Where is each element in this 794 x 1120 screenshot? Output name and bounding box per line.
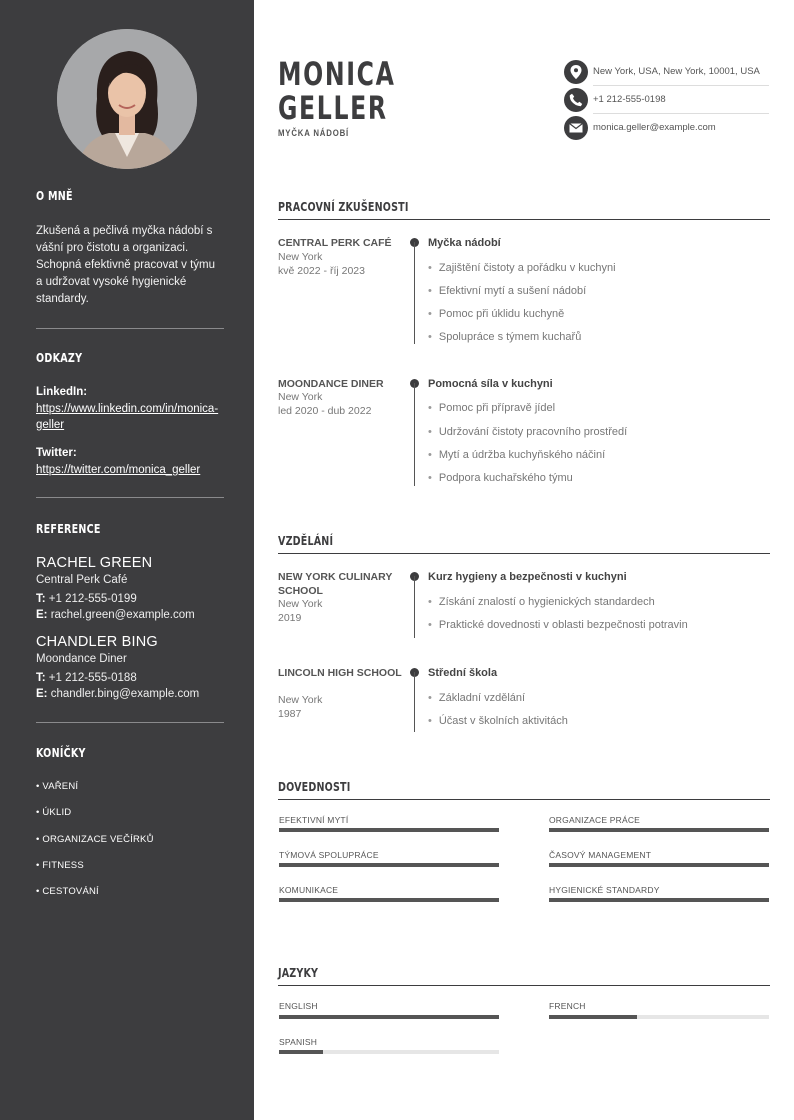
section-rule [278, 553, 770, 554]
about-text: Zkušená a pečlivá myčka nádobí s vášní pro čistotu a organizaci. Schopná efektivně pracovat v týmu a udržovat vysoké hygienické standardy. [36, 225, 215, 305]
graduation-year: 2019 [278, 612, 302, 624]
skill-bar [279, 863, 499, 867]
language-label: ENGLISH [279, 1001, 318, 1011]
graduation-year: 1987 [278, 708, 302, 720]
degree-title: Kurz hygieny a bezpečnosti v kuchyni [428, 571, 627, 583]
job-duty: • Efektivní mytí a sušení nádobí [428, 285, 586, 297]
reference-email [36, 688, 199, 700]
languages-heading: JAZYKY [278, 965, 319, 980]
language-bar-fill [279, 1050, 323, 1054]
reference-email [36, 609, 195, 621]
education-detail: • Základní vzdělání [428, 692, 525, 704]
divider [36, 497, 224, 498]
last-name: GELLER [278, 89, 388, 127]
language-bar-fill [279, 1015, 499, 1019]
email-label: E: [36, 609, 48, 621]
skill-bar-fill [279, 828, 499, 832]
school-location: New York [278, 598, 323, 610]
location-icon [564, 60, 588, 84]
first-name: MONICA [278, 55, 396, 93]
job-duty: • Pomoc při úklidu kuchyně [428, 308, 564, 320]
divider [36, 328, 224, 329]
job-duty: • Mytí a údržba kuchyňského náčiní [428, 449, 605, 461]
section-rule [278, 985, 770, 986]
contact-phone: +1 212-555-0198 [593, 94, 666, 105]
skill-bar-fill [549, 863, 769, 867]
hobby-item: • CESTOVÁNÍ [36, 886, 99, 897]
language-bar [549, 1015, 769, 1019]
timeline-line [414, 383, 415, 486]
section-rule [278, 219, 770, 220]
language-bar [279, 1015, 499, 1019]
hobby-item: • FITNESS [36, 860, 84, 871]
skills-heading: DOVEDNOSTI [278, 779, 351, 794]
education-heading: VZDĚLÁNÍ [278, 533, 334, 548]
employer-name: CENTRAL PERK CAFÉ [278, 237, 392, 249]
skill-label: ČASOVÝ MANAGEMENT [549, 850, 652, 860]
language-bar [279, 1050, 499, 1054]
job-duty: • Udržování čistoty pracovního prostředí [428, 426, 627, 438]
timeline-line [414, 242, 415, 344]
profile-photo [57, 29, 197, 169]
employer-location: New York [278, 391, 323, 403]
employer-name: MOONDANCE DINER [278, 378, 384, 390]
links-heading: ODKAZY [36, 350, 83, 365]
section-rule [278, 799, 770, 800]
job-duty: • Podpora kuchařského týmu [428, 472, 573, 484]
reference-email-value: rachel.green@example.com [50, 609, 195, 621]
reference-phone [36, 593, 137, 605]
twitter-link[interactable]: https://twitter.com/monica_geller [36, 464, 201, 476]
skill-bar [279, 898, 499, 902]
hobby-item: • VAŘENÍ [36, 781, 79, 792]
education-detail: • Účast v školních aktivitách [428, 715, 568, 727]
sidebar [0, 0, 254, 1120]
reference-phone [36, 672, 137, 684]
reference-company: Central Perk Café [36, 574, 128, 586]
reference-email-value: chandler.bing@example.com [50, 688, 200, 700]
twitter-label: Twitter: [36, 447, 77, 459]
about-heading: O MNĚ [36, 188, 73, 203]
phone-label: T: [36, 593, 46, 605]
school-name: LINCOLN HIGH SCHOOL [278, 667, 402, 679]
contact-email: monica.geller@example.com [593, 122, 716, 133]
skill-bar [549, 828, 769, 832]
school-name: NEW YORK CULINARY SCHOOL [278, 571, 393, 597]
job-role: Pomocná síla v kuchyni [428, 378, 553, 390]
skill-bar-fill [279, 898, 499, 902]
skill-label: ORGANIZACE PRÁCE [549, 815, 641, 825]
reference-name: RACHEL GREEN [36, 555, 153, 571]
job-duty: • Zajištění čistoty a pořádku v kuchyni [428, 262, 616, 274]
skill-bar-fill [549, 828, 769, 832]
skill-bar [549, 898, 769, 902]
linkedin-label: LinkedIn: [36, 386, 88, 398]
contact-address: New York, USA, New York, 10001, USA [593, 66, 760, 77]
education-detail: • Praktické dovednosti v oblasti bezpečnosti potravin [428, 619, 688, 631]
divider [593, 85, 769, 86]
job-duty: • Pomoc při přípravě jídel [428, 402, 555, 414]
job-title: MYČKA NÁDOBÍ [278, 128, 350, 139]
skill-label: EFEKTIVNÍ MYTÍ [279, 815, 349, 825]
hobby-item: • ÚKLID [36, 807, 72, 818]
references-heading: REFERENCE [36, 521, 101, 536]
hobby-item: • ORGANIZACE VEČÍRKŮ [36, 834, 154, 845]
education-detail: • Získání znalostí o hygienických standardech [428, 596, 655, 608]
degree-title: Střední škola [428, 667, 498, 679]
skill-bar [279, 828, 499, 832]
language-bar-fill [549, 1015, 637, 1019]
hobbies-heading: KONÍČKY [36, 745, 86, 760]
language-label: SPANISH [279, 1037, 318, 1047]
phone-label: T: [36, 672, 46, 684]
reference-phone-value: +1 212-555-0199 [48, 593, 137, 605]
phone-icon [564, 88, 588, 112]
linkedin-link[interactable]: https://www.linkedin.com/in/monica-geller [36, 403, 219, 431]
divider [593, 113, 769, 114]
skill-bar-fill [549, 898, 769, 902]
profile-photo-illustration [57, 29, 197, 169]
email-icon [564, 116, 588, 140]
email-label: E: [36, 688, 48, 700]
employer-location: New York [278, 251, 323, 263]
reference-name: CHANDLER BING [36, 634, 158, 650]
timeline-line [414, 576, 415, 638]
skill-label: KOMUNIKACE [279, 885, 339, 895]
job-role: Myčka nádobí [428, 237, 501, 249]
divider [36, 722, 224, 723]
skill-label: HYGIENICKÉ STANDARDY [549, 885, 660, 895]
reference-company: Moondance Diner [36, 653, 127, 665]
skill-bar-fill [279, 863, 499, 867]
employment-dates: kvě 2022 - říj 2023 [278, 265, 365, 277]
skill-bar [549, 863, 769, 867]
school-location: New York [278, 694, 323, 706]
experience-heading: PRACOVNÍ ZKUŠENOSTI [278, 199, 409, 214]
language-label: FRENCH [549, 1001, 586, 1011]
job-duty: • Spolupráce s týmem kuchařů [428, 331, 581, 343]
reference-phone-value: +1 212-555-0188 [48, 672, 137, 684]
employment-dates: led 2020 - dub 2022 [278, 405, 372, 417]
skill-label: TÝMOVÁ SPOLUPRÁCE [279, 850, 379, 860]
timeline-line [414, 672, 415, 732]
